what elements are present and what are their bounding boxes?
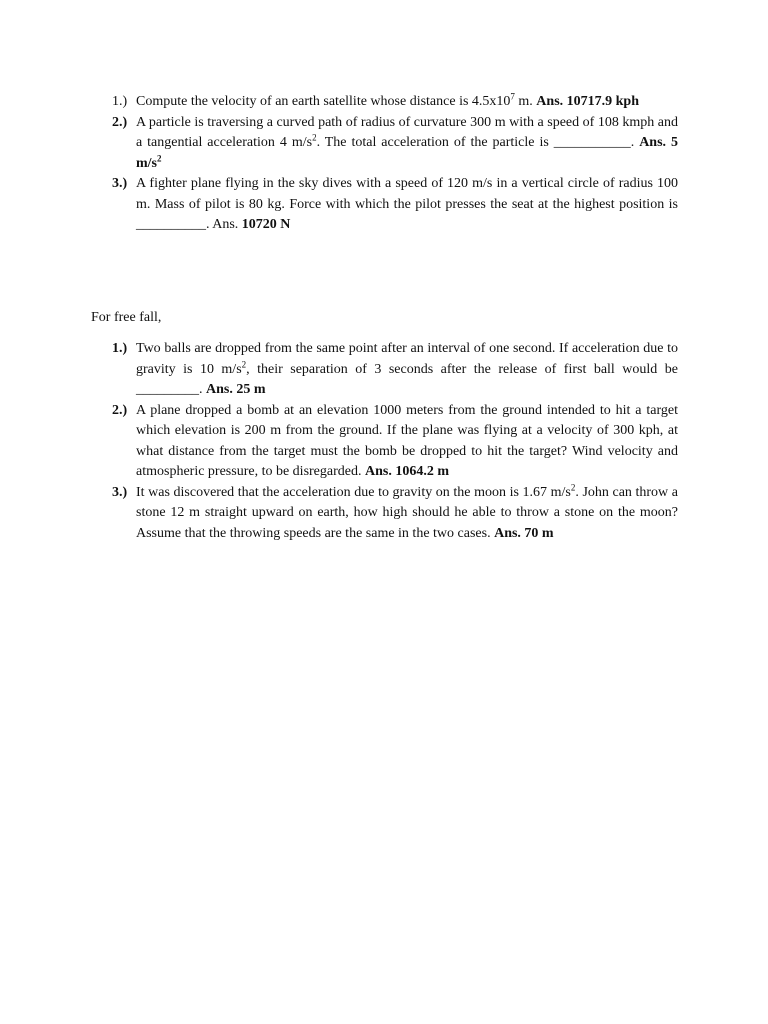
answer: Ans. 10717.9 kph: [536, 94, 639, 109]
item-number: 2.): [112, 402, 128, 418]
item-text: A fighter plane flying in the sky dives with a speed of 120 m/s in a vertical circle of radius 100 m. Mass of pilot is 80 kg. Force with which the pilot presses the seat at the highest position is __________. Ans. 10720 N: [136, 176, 678, 232]
answer: Ans. 70 m: [494, 525, 554, 541]
answer: 10720 N: [241, 217, 291, 232]
item-number: 1.): [112, 341, 128, 356]
problem-list-1: [0, 92, 768, 236]
answer: Ans. 25 m: [206, 382, 266, 397]
item-number: 3.): [112, 176, 128, 191]
item-number: 2.): [112, 114, 128, 130]
item-text: Two balls are dropped from the same point after an interval of one second. If acceleration due to gravity is 10 $m/s^2$, their separation of 3 seconds after the release of first ball would be _________. Ans. 25 m: [136, 341, 678, 397]
list-item: [0, 174, 768, 236]
answer: Ans. 1064.2 m: [364, 464, 449, 479]
item-text: A particle is traversing a curved path of radius of curvature 300 m with a speed of 108 kmph and a tangential acceleration 4 $m/s^2$. The total acceleration of the particle is ___________. Ans. 5 $m/s^2$: [136, 114, 678, 171]
list-item: [0, 113, 768, 175]
section-intro: For free fall,: [91, 310, 162, 325]
answer: Ans. 5 $m/s^2$: [136, 135, 678, 171]
item-text: A plane dropped a bomb at an elevation 1000 meters from the ground intended to hit a target which elevation is 200 m from the ground. If the plane was flying at a velocity of 300 kph, at what distance from the target must the bomb be dropped to hit the target? Wind velocity and atmospheric pressure, to be disregarded. Ans. 1064.2 m: [136, 402, 678, 479]
list-item: [0, 92, 768, 113]
list-item: [0, 401, 768, 483]
list-item: [0, 483, 768, 545]
problem-list-2: [0, 339, 768, 544]
item-text: It was discovered that the acceleration due to gravity on the moon is 1.67 $m/s^2$. John can throw a stone 12 m straight upward on earth, how high should he able to throw a stone on the moon? Assume that the throwing speeds are the same in the two cases. Ans. 70 m: [136, 481, 678, 541]
item-number: 3.): [112, 484, 128, 500]
list-item: [0, 339, 768, 401]
item-number: 1.): [112, 94, 128, 109]
item-text: Compute the velocity of an earth satellite whose distance is $4.5x10^7$ m. Ans. 10717.9 kph: [136, 91, 639, 109]
